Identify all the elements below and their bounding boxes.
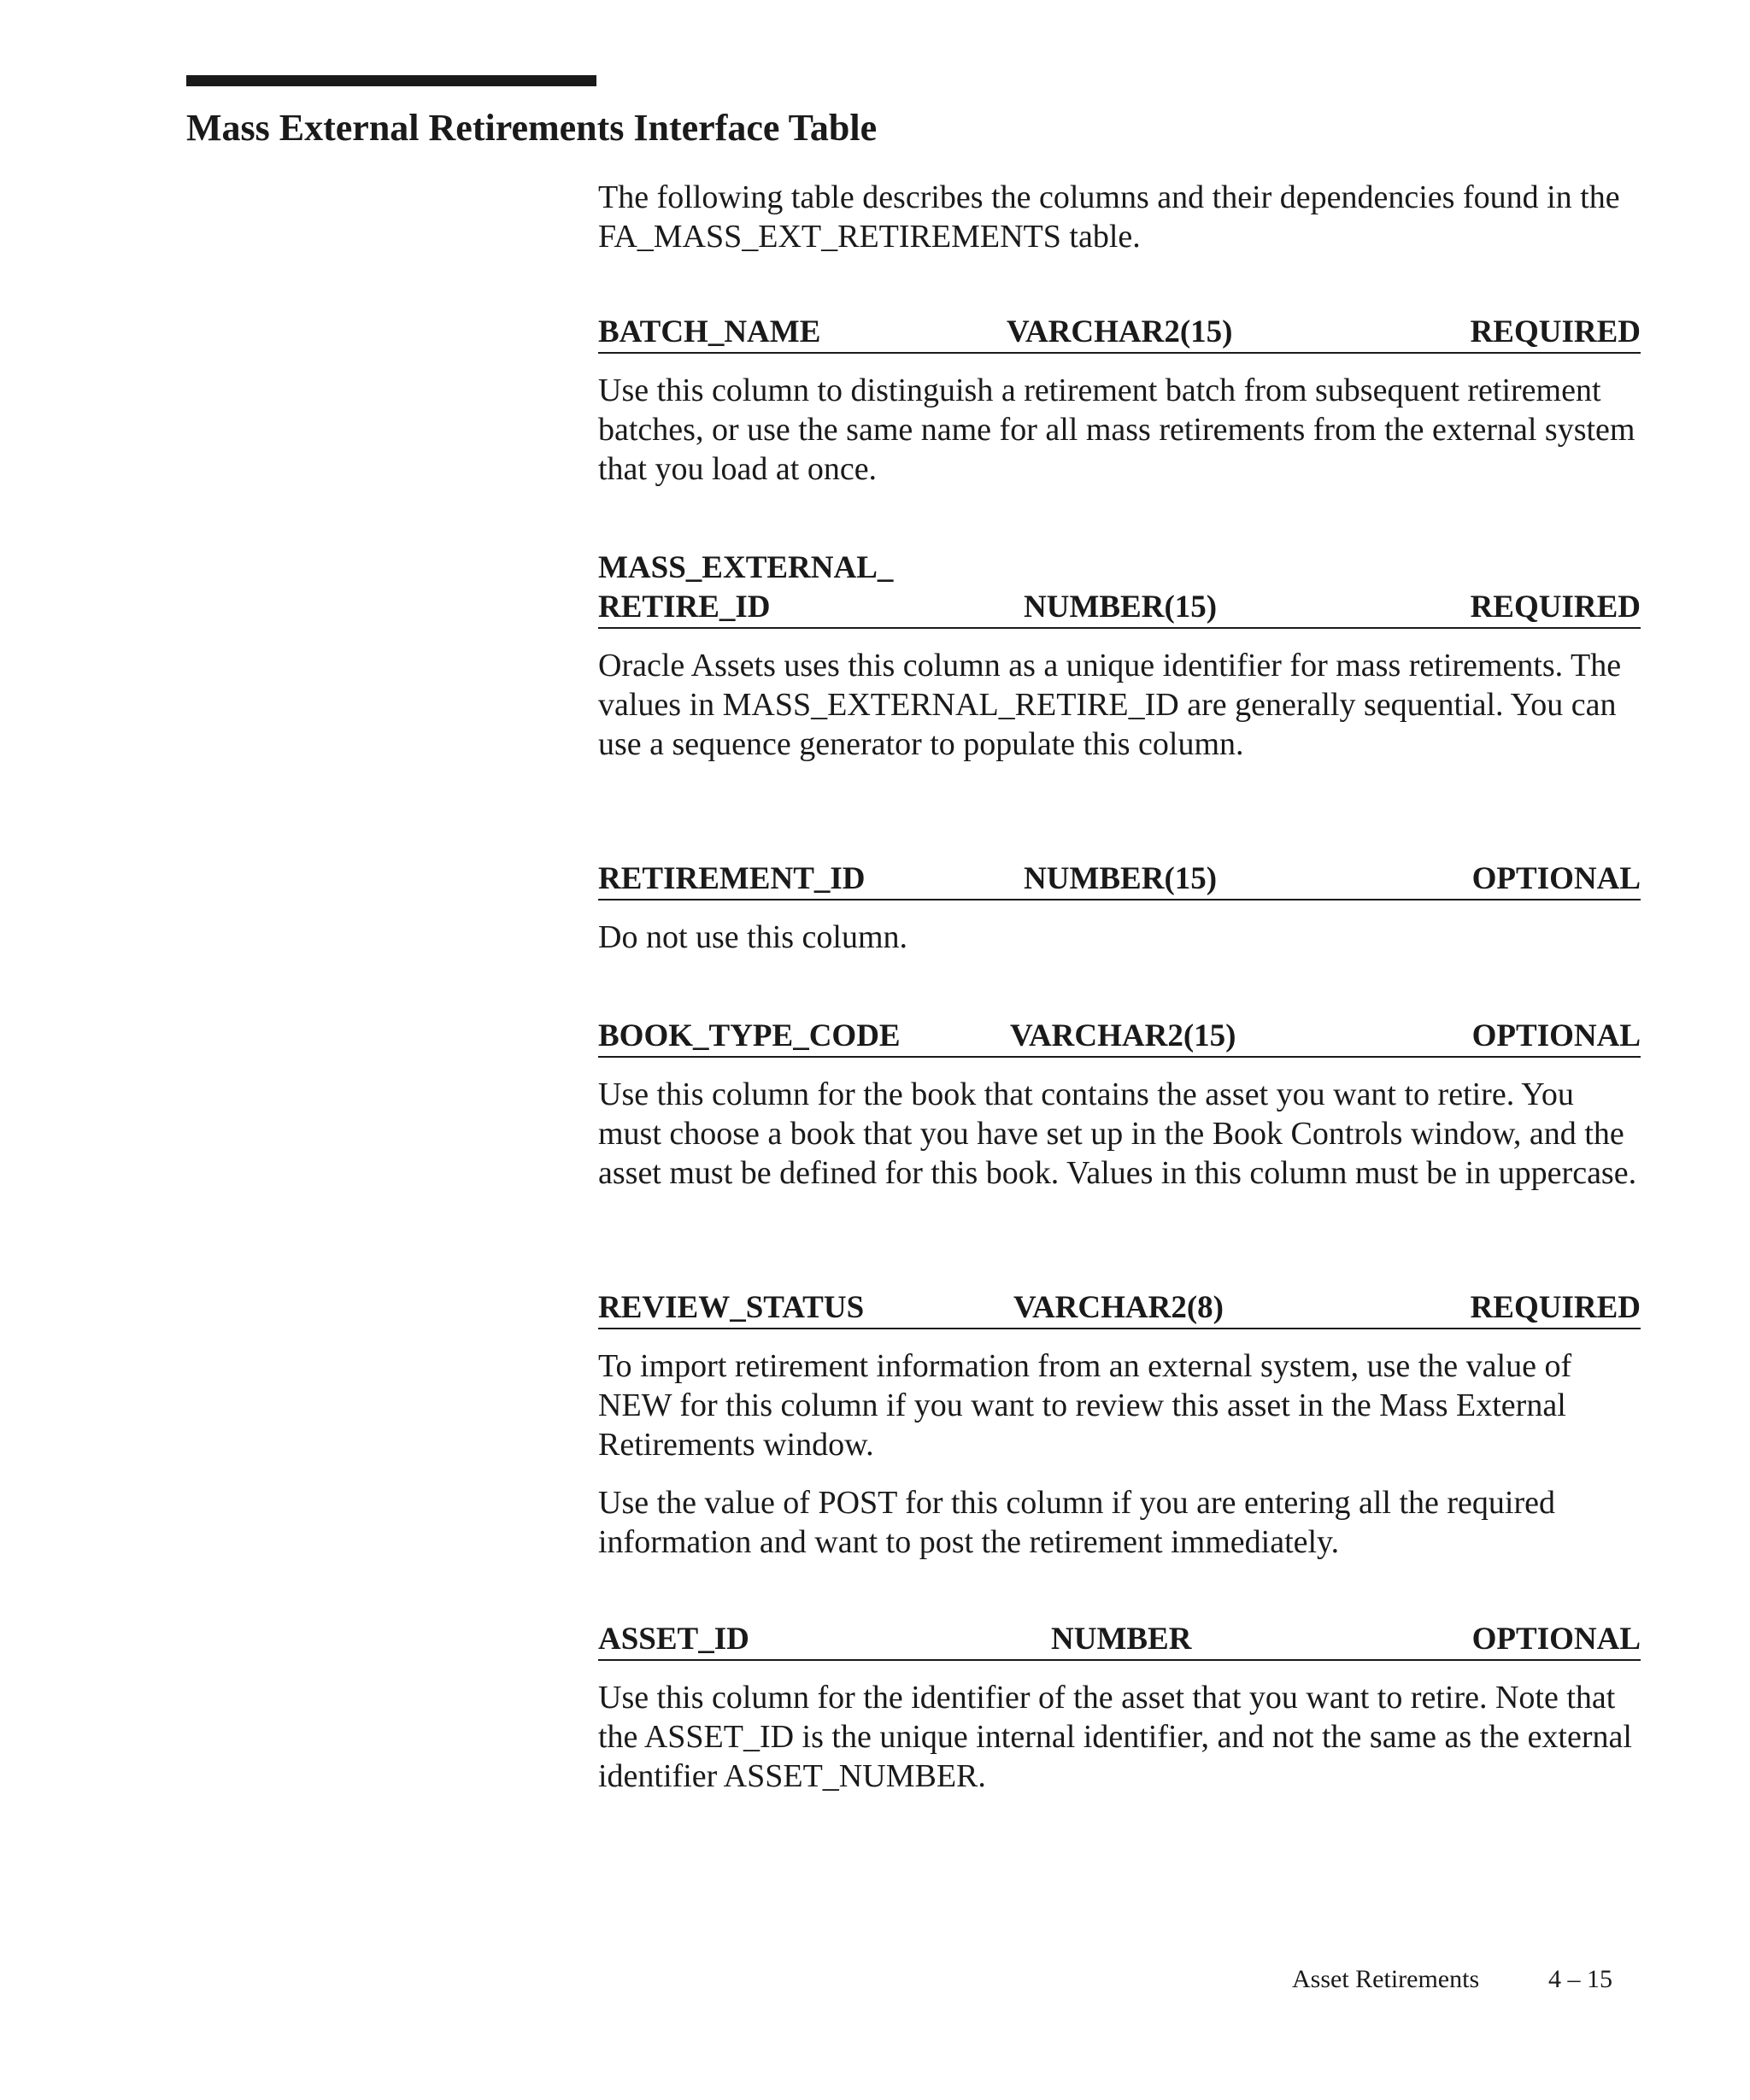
footer-section-name: Asset Retirements	[1292, 1965, 1480, 1993]
column-entry-asset-id	[598, 1620, 1641, 1796]
column-name: REVIEW_STATUS	[598, 1290, 865, 1325]
column-description: Do not use this column.	[598, 919, 908, 955]
intro-paragraph: The following table describes the columns and their dependencies found in the FA_MASS_EXT_RETIREMENTS table.	[598, 179, 1620, 255]
column-header	[598, 313, 1641, 354]
column-type: NUMBER	[1051, 1622, 1192, 1657]
column-type: VARCHAR2(15)	[1010, 1018, 1236, 1053]
column-name: RETIREMENT_ID	[598, 861, 866, 896]
column-header	[598, 1620, 1641, 1661]
column-header	[598, 859, 1641, 900]
column-header	[598, 1017, 1641, 1058]
column-requirement: OPTIONAL	[1471, 1622, 1641, 1657]
column-description: Use this column for the book that contains the asset you want to retire. You must choose a book that you have set up in the Book Controls window, and the asset must be defined for this book. Values in this column must be in uppercase.	[598, 1076, 1637, 1191]
column-type: NUMBER(15)	[1024, 590, 1218, 625]
column-entry-book-type-code	[598, 1017, 1641, 1193]
column-requirement: OPTIONAL	[1471, 861, 1641, 896]
column-description: Oracle Assets uses this column as a unique identifier for mass retirements. The values in MASS_EXTERNAL_RETIRE_ID are generally sequential. You can use a sequence generator to populate this column.	[598, 648, 1622, 762]
column-name-line-2: RETIRE_ID	[598, 590, 771, 625]
column-entry-mass-external-retire-id	[598, 548, 1641, 764]
column-type: NUMBER(15)	[1024, 861, 1218, 896]
column-requirement: REQUIRED	[1470, 590, 1641, 625]
column-description: Use this column to distinguish a retirement batch from subsequent retirement batches, or use the same name for all mass retirements from the external system that you load at once.	[598, 372, 1635, 487]
column-type: VARCHAR2(15)	[1007, 314, 1233, 349]
column-requirement: OPTIONAL	[1471, 1018, 1641, 1053]
column-description-2: Use the value of POST for this column if you are entering all the required information and want to post the retirement immediately.	[598, 1485, 1555, 1560]
footer-page-number: 4 – 15	[1548, 1965, 1612, 1993]
column-name-line-1: MASS_EXTERNAL_	[598, 550, 894, 585]
column-entry-batch-name	[598, 313, 1641, 489]
column-name: BOOK_TYPE_CODE	[598, 1018, 901, 1053]
column-requirement: REQUIRED	[1470, 314, 1641, 349]
column-entry-retirement-id	[598, 859, 1641, 957]
section-title: Mass External Retirements Interface Table	[186, 107, 878, 149]
column-description: To import retirement information from an external system, use the value of NEW for this column if you want to review this asset in the Mass External Retirements window.	[598, 1348, 1572, 1463]
column-name: BATCH_NAME	[598, 314, 821, 349]
section-rule	[186, 75, 596, 86]
column-requirement: REQUIRED	[1470, 1290, 1641, 1325]
column-description: Use this column for the identifier of the asset that you want to retire. Note that the ASSET_ID is the unique internal identifier, and not the same as the external identifier ASSET_NUMBER.	[598, 1680, 1632, 1794]
column-entry-review-status	[598, 1288, 1641, 1562]
column-header	[598, 1288, 1641, 1329]
column-header	[598, 548, 1641, 629]
column-type: VARCHAR2(8)	[1013, 1290, 1224, 1325]
column-name: ASSET_ID	[598, 1622, 749, 1657]
